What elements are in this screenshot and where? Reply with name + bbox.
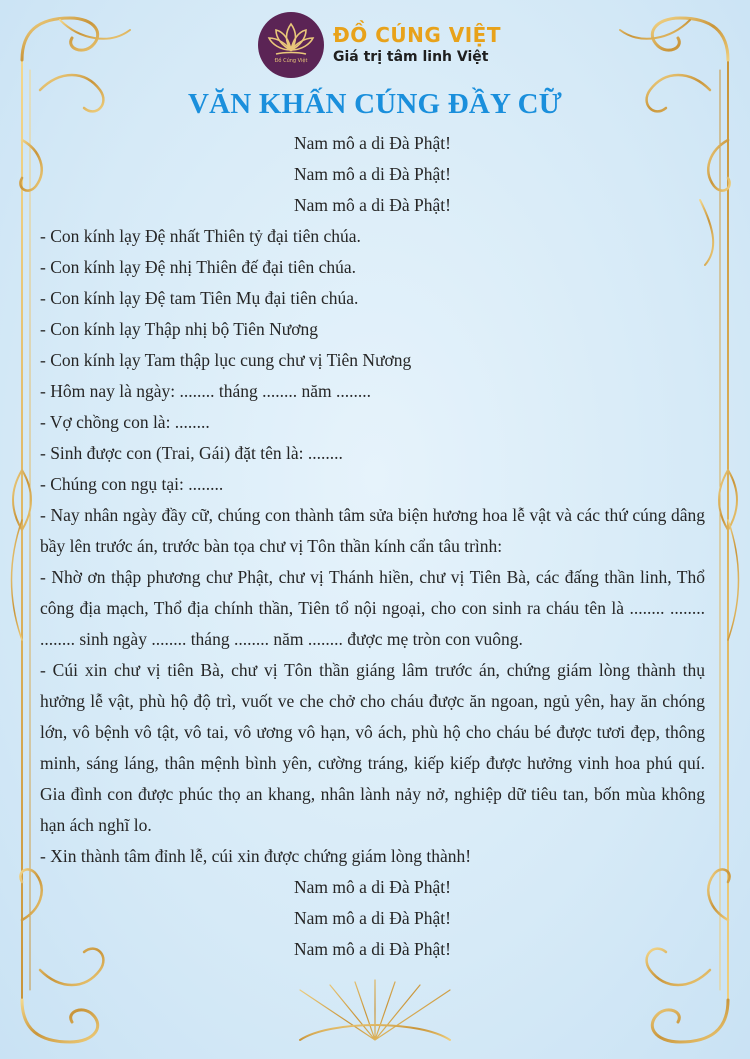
prayer-text <box>40 128 705 965</box>
logo-caption: Đồ Cúng Việt <box>274 58 308 64</box>
closing-line: - Xin thành tâm đỉnh lễ, cúi xin được chứng giám lòng thành! <box>40 846 472 866</box>
invocation-line: Nam mô a di Đà Phật! <box>294 133 451 153</box>
prayer-line: - Con kính lạy Tam thập lục cung chư vị Tiên Nương <box>40 350 412 370</box>
lotus-icon <box>258 12 324 78</box>
invocation-line: Nam mô a di Đà Phật! <box>294 877 451 897</box>
invocation-line: Nam mô a di Đà Phật! <box>294 195 451 215</box>
invocation-line: Nam mô a di Đà Phật! <box>294 164 451 184</box>
prayer-line: - Chúng con ngụ tại: ........ <box>40 474 224 494</box>
prayer-line: - Con kính lạy Đệ nhị Thiên đế đại tiên chúa. <box>40 257 357 277</box>
brand-slogan: Giá trị tâm linh Việt <box>333 49 489 65</box>
prayer-line: - Hôm nay là ngày: ........ tháng ........ năm ........ <box>40 381 371 401</box>
prayer-paragraph: - Nay nhân ngày đầy cữ, chúng con thành tâm sửa biện hương hoa lễ vật và các thứ cúng dâng bầy lên trước án, trước bàn tọa chư vị Tôn thần kính cẩn tâu trình: <box>40 505 705 556</box>
prayer-paragraph: - Cúi xin chư vị tiên Bà, chư vị Tôn thần giáng lâm trước án, chứng giám lòng thành thụ hưởng lễ vật, phù hộ độ trì, vuốt ve che chở cho cháu được ăn ngoan, ngủ yên, hay ăn chóng lớn, vô bệnh vô tật, vô tai, vô ương vô hạn, vô ách, phù hộ cho cháu bé được tươi đẹp, thông minh, sáng láng, thân mệnh bình yên, cường tráng, kiếp kiếp được hưởng vinh hoa phú quí. Gia đình con được phúc thọ an khang, nhân lành nảy nở, nghiệp dữ tiêu tan, bốn mùa không hạn ách nghĩ lo. <box>40 660 705 835</box>
brand-name: ĐỒ CÚNG VIỆT <box>333 23 501 47</box>
prayer-line: - Con kính lạy Đệ nhất Thiên tỷ đại tiên chúa. <box>40 226 361 246</box>
prayer-line: - Con kính lạy Thập nhị bộ Tiên Nương <box>40 319 319 339</box>
prayer-line: - Sinh được con (Trai, Gái) đặt tên là: ........ <box>40 443 343 463</box>
page-title: VĂN KHẤN CÚNG ĐẦY CỮ <box>188 88 562 120</box>
prayer-paragraph: - Nhờ ơn thập phương chư Phật, chư vị Thánh hiền, chư vị Tiên Bà, các đấng thần linh, Thổ công địa mạch, Thổ địa chính thần, Tiên tổ nội ngoại, cho con sinh ra cháu tên là ........ ........ ........ sinh ngày ........ tháng ........ năm ........ được mẹ tròn con vuông. <box>40 567 705 649</box>
invocation-line: Nam mô a di Đà Phật! <box>294 908 451 928</box>
prayer-line: - Con kính lạy Đệ tam Tiên Mụ đại tiên chúa. <box>40 288 359 308</box>
prayer-line: - Vợ chồng con là: ........ <box>40 412 210 432</box>
brand-logo[interactable] <box>258 12 501 78</box>
invocation-line: Nam mô a di Đà Phật! <box>294 939 451 959</box>
